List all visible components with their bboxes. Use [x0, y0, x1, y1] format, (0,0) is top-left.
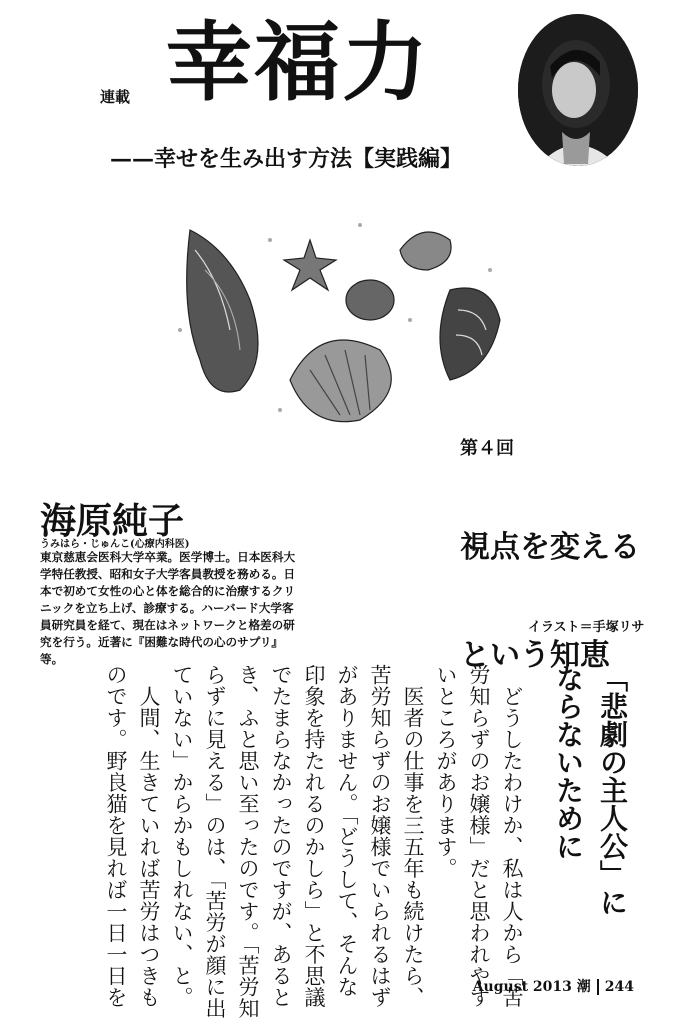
series-label: 連載	[100, 88, 131, 106]
episode-title-line-1: 視点を変える	[460, 530, 640, 565]
page-title: 幸福力	[166, 12, 430, 113]
article-line: らずに見える」のは、「苦労が顔に出	[203, 664, 227, 1019]
article-column	[99, 664, 528, 1019]
episode-title-line-2: という知恵	[460, 638, 610, 673]
article-line: がありません。「どうして、そんな	[335, 664, 359, 998]
article-line: き、ふと思い至ったのです。「苦労知	[236, 664, 260, 1019]
article-line: いところがあります。	[434, 664, 458, 879]
article-heading	[546, 664, 634, 964]
article-line: ていない」からかもしれない、と。	[170, 664, 194, 1008]
page-footer	[473, 976, 634, 996]
article-line: 労知らずのお嬢様」だと思われやす	[467, 664, 491, 1008]
portrait-image	[518, 14, 638, 166]
author-name: 海原純子	[40, 500, 185, 542]
article-line: でたまらなかったのですが、あると	[269, 664, 293, 1008]
issue-label: August 2013 潮	[472, 979, 591, 995]
seashell-illustration	[160, 210, 520, 440]
author-bio: 東京慈恵会医科大学卒業。医学博士。日本医科大学特任教授、昭和女子大学客員教授を務める。日本で初めて女性の心と体を総合的に治療するクリニックを立ち上げ、診療する。ハーバード大学客員研究員を経て、現在はネットワークと格差の研究を行う。近著に『困難な時代の心のサプリ』等。	[40, 550, 296, 666]
footer-divider	[597, 979, 599, 995]
article-line: 苦労知らずのお嬢様でいられるはず	[368, 664, 392, 1008]
article-line: 人間、生きていれば苦労はつきも	[137, 664, 161, 1008]
page-subtitle: ——幸せを生み出す方法【実践編】	[110, 146, 463, 172]
page-number: 244	[604, 979, 634, 995]
illustration-credit: イラスト＝手塚リサ	[528, 620, 645, 635]
article-line: どうしたわけか、私は人から「苦	[500, 664, 524, 1008]
article-line: 印象を持たれるのかしら」と不思議	[302, 664, 326, 1008]
author-photo	[518, 14, 638, 166]
article-heading-line-1: 「悲劇の主人公」に	[596, 664, 629, 916]
episode-number: 第４回	[460, 438, 514, 459]
article-heading-line-2: ならないために	[552, 664, 585, 860]
article-line: 医者の仕事を三五年も続けたら、	[401, 664, 425, 1008]
author-reading: うみはら・じゅんこ(心療内科医)	[40, 539, 190, 550]
article-line: のです。野良猫を見れば一日一日を	[104, 664, 128, 1008]
